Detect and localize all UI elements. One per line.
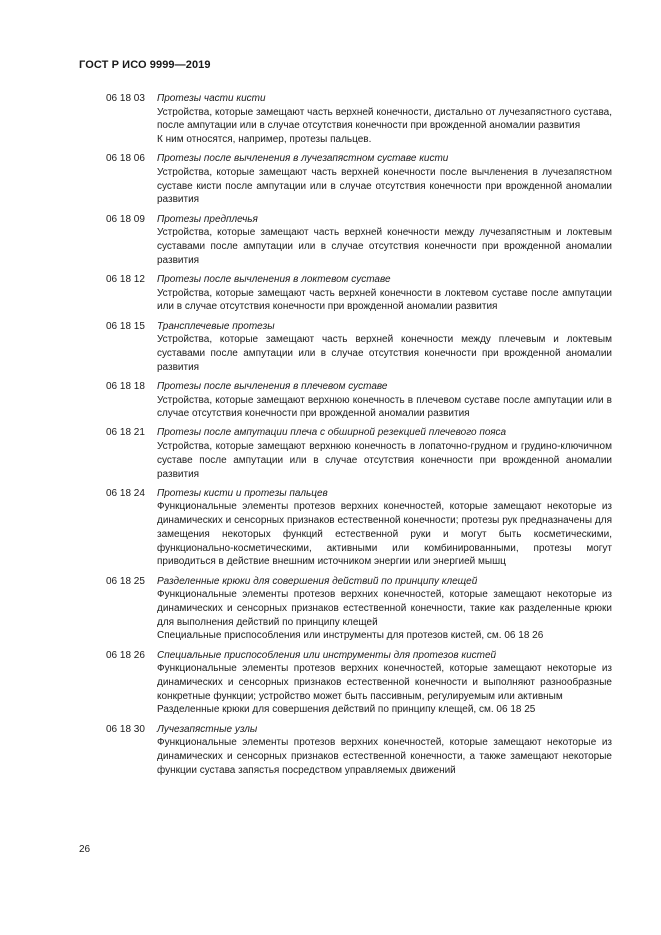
entry-body [157,426,612,481]
entry-paragraph: Разделенные крюки для совершения действий по принципу клещей, см. 06 18 25 [157,704,536,716]
entry-title: Протезы после вычленения в плечевом суставе [157,380,388,392]
entry-body [157,723,612,778]
entry-title: Протезы после вычленения в локтевом суставе [157,273,391,285]
entry-body [157,273,612,314]
entry-code: 06 18 15 [106,320,145,332]
entry-06-18-06 [106,152,612,207]
entry-06-18-09 [106,213,612,268]
entry-code: 06 18 26 [106,649,145,661]
entry-paragraph: Устройства, которые замещают часть верхней конечности в локтевом суставе после ампутации или в случае отсутствия конечности при врожденной аномалии развития [157,287,612,313]
entry-body [157,320,612,375]
entry-body [157,92,612,147]
entry-paragraph: Устройства, которые замещают часть верхней конечности между лучезапястным и локтевым суставами после ампутации или в случае отсутствия конечности при врожденной аномалии развития [157,227,612,266]
entry-title: Разделенные крюки для совершения действий по принципу клещей [157,575,478,587]
entry-title: Специальные приспособления или инструменты для протезов кистей [157,649,497,661]
entry-code: 06 18 03 [106,93,145,104]
entry-paragraph: Устройства, которые замещают часть верхней конечности между плечевым и локтевым суставами после ампутации или в случае отсутствия конечности при врожденной аномалии развития [157,334,612,373]
entry-paragraph: Функциональные элементы протезов верхних конечностей, которые замещают некоторые из динамических и сенсорных признаков естественной конечности, а также замещают некоторые функции сустава запястья посредством управляемых движений [157,737,612,776]
entry-title: Протезы после ампутации плеча с обширной резекцией плечевого пояса [157,427,507,439]
entry-body [157,213,612,268]
entry-06-18-21 [106,426,612,481]
entry-paragraph: Устройства, которые замещают часть верхней конечности, дистально от лучезапястного сустава, после ампутации или в случае отсутствия конечности при врожденной аномалии развития [157,106,612,132]
entry-body [157,649,612,718]
entry-body [157,575,612,644]
entry-body [157,380,612,421]
entry-title: Протезы после вычленения в лучезапястном суставе кисти [157,153,449,165]
entry-paragraph: К ним относятся, например, протезы пальцев. [157,134,372,146]
entry-body [157,487,612,569]
page-number: 26 [79,844,91,855]
entry-code: 06 18 18 [106,380,145,392]
entry-code: 06 18 30 [106,723,145,735]
entry-title: Протезы части кисти [157,93,266,104]
entry-paragraph: Устройства, которые замещают верхнюю конечность в лопаточно-грудном и грудино-ключичном суставе после ампутации или в случае отсутствия конечности при врожденной аномалии развития [157,441,612,480]
entry-06-18-24 [106,487,612,569]
entry-06-18-12 [106,273,612,314]
entry-code: 06 18 06 [106,153,145,165]
entry-paragraph: Устройства, которые замещают верхнюю конечность в плечевом суставе после ампутации или в случае отсутствия конечности при врожденной аномалии развития [157,394,612,420]
entry-title: Протезы предплечья [157,213,258,225]
entry-paragraph: Устройства, которые замещают часть верхней конечности после вычленения в лучезапястном суставе кисти после ампутации или в случае отсутствия конечности при врожденной аномалии развития [157,167,612,206]
entry-paragraph: Специальные приспособления или инструменты для протезов кистей, см. 06 18 26 [157,630,544,642]
entry-code: 06 18 12 [106,273,145,285]
entry-paragraph: Функциональные элементы протезов верхних конечностей, которые замещают некоторые из динамических и сенсорных признаков естественной конечности и выполняют разнообразные конкретные функции; устройство может быть пассивным, регулируемым или активным [157,663,612,702]
entry-code: 06 18 21 [106,427,145,439]
entry-paragraph: Функциональные элементы протезов верхних конечностей, которые замещают некоторые из динамических и сенсорных признаков естественной конечности, такие как разделенные крюки для выполнения действий по принципу клещей [157,589,612,628]
document-header: ГОСТ Р ИСО 9999—2019 [79,59,211,71]
entry-06-18-30 [106,723,612,778]
entry-code: 06 18 24 [106,487,145,499]
entry-06-18-15 [106,320,612,375]
classification-entries [106,92,612,783]
entry-06-18-18 [106,380,612,421]
entry-06-18-26 [106,649,612,718]
entry-06-18-03 [106,92,612,147]
entry-paragraph: Функциональные элементы протезов верхних конечностей, которые замещают некоторые из динамических и сенсорных признаков естественной конечности; протезы рук предназначены для замещения некоторых функций естественной руки и могут быть косметическими, функционально-косметическими, активными или комбинированными, протезы могут приводиться в действие внешним источником энергии или энергией мышц [157,501,612,568]
entry-title: Лучезапястные узлы [157,723,258,735]
entry-code: 06 18 09 [106,213,145,225]
entry-body [157,152,612,207]
entry-06-18-25 [106,575,612,644]
entry-title: Трансплечевые протезы [157,320,275,332]
entry-code: 06 18 25 [106,575,145,587]
entry-title: Протезы кисти и протезы пальцев [157,487,328,499]
